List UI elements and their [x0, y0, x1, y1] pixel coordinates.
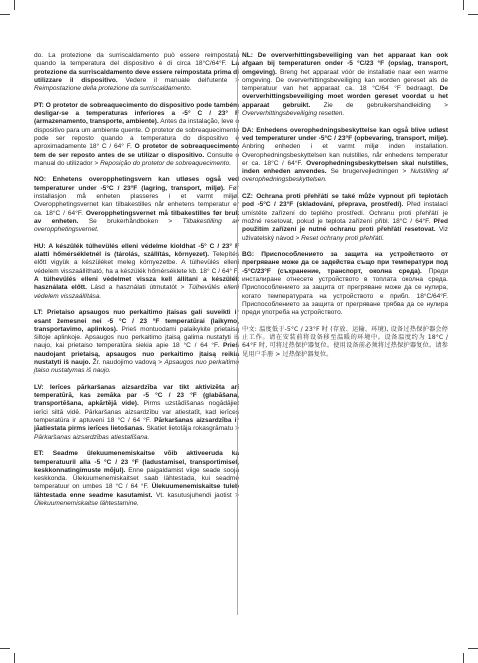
text-run: CZ: Ochrana proti přehřátí se také může vypnout při teplotách pod -5°C / 23°F (skladování, přeprava, prostředí).	[242, 193, 448, 209]
section-lv	[34, 384, 239, 442]
text-run: PT: O protetor de sobreaquecimento do dispositivo pode também desligar-se a temperaturas inferiores a -5° C / 23° F (armazenamento, transporte, ambiente).	[34, 101, 239, 126]
paragraph-cz	[242, 193, 448, 243]
paragraph-lt	[34, 309, 239, 375]
text-run: LT: Prietaiso apsaugos nuo perkaitimo įtaisas gali suveikti ir esant žemesnei nei -5 °C / 23 °F temperatūrai (laikymo, transportavimo, aplinkos).	[34, 309, 239, 333]
text-run: LV: Ierīces pārkaršanas aizsardzība var tikt aktivizēta arī temperatūrā, kas zemāka par -5 °C / 23 °F (glabāšana, transportēšana, apkārtējā vide).	[34, 383, 239, 408]
text-run: Overopphetingsvernet må tilbakestilles før bruk av enheten.	[34, 209, 239, 225]
paragraph-zh	[242, 326, 448, 359]
text-run: Reimpostazione della protezione da surriscaldamento.	[34, 85, 192, 93]
text-run: Ülekuumenemiskaitse lähtestamine.	[34, 500, 139, 508]
text-run: Anbring enheden i et varmt miljø inden installation. Overophedningsbeskyttelsen kan nulstilles, når enhedens temperatur er ca. 18°C / 64°F.	[242, 143, 448, 167]
text-run: Pārkaršanas aizsardzības atiestatīšana.	[34, 433, 150, 441]
text-run: Nulstilling af overophedningsbeskyttelsen.	[242, 168, 448, 184]
paragraph-no	[34, 176, 239, 234]
text-run: Před instalací umístěte zařízení do teplého prostředí. Ochranu proti přehřátí je možné resetovat, pokud je teplota zařízení přibl. 18°C / 64°F.	[242, 201, 448, 225]
crop-mark-bottom-right-h	[468, 648, 478, 649]
text-run: Enne paigaldamist viige seade sooja keskkonda. Ülekuumenemiskaitset saab lähtestada, kui seadme temperatuur on umbes 18 °C / 64 °F.	[34, 466, 239, 491]
section-lt	[34, 309, 239, 375]
section-zh	[242, 326, 448, 359]
section-nl	[242, 52, 448, 118]
text-run: Reset ochrany proti přehřátí.	[301, 234, 385, 242]
text-run: A túlhevülés elleni védelmet vissza kell állítani a készülék használata előtt.	[34, 276, 239, 292]
text-run: Prieš montuodami palaikykite prietaisą šiltoje aplinkoje. Apsaugos nuo perkaitimo įtaisą galima nustatyti iš naujo, kai prietaiso temperatūra siekia apie 18 °C / 64 °F.	[34, 325, 239, 350]
crop-mark-top-left-h	[0, 14, 10, 15]
section-it	[34, 52, 239, 93]
section-pt	[34, 102, 239, 168]
text-run: BG: Приспособлението за защита на устройството от прегряване може да се задейства също при температури под -5°C/23°F (съхранение, транспорт, околна среда).	[242, 251, 448, 275]
text-run: do. La protezione da surriscaldamento può essere reimpostata quando la temperatura del dispositivo è di circa 18°C/64°F.	[34, 52, 239, 68]
paragraph-et	[34, 450, 239, 508]
text-run: Breng het apparaat vóór de installatie naar een warme omgeving. De oververhittingsbeveiliging kan worden gereset als de temperatuur van het apparaat ca. 18 °C/64 °F bedraagt.	[242, 68, 448, 93]
text-run: Vedere il manuale dell'utente >	[117, 76, 239, 84]
paragraph-da	[242, 127, 448, 185]
text-run: DA: Enhedens overophedningsbeskyttelse kan også blive udløst ved temperaturer under -5°C / 23°F (opbevaring, transport, miljø).	[242, 126, 448, 142]
section-bg	[242, 251, 448, 317]
crop-mark-top-right-v	[463, 0, 464, 10]
text-run: Consulte o manual do utilizador >	[34, 151, 239, 167]
text-run: NO: Enhetens overopphetingsvern kan utløses også ved temperaturer under -5°C / 23°F (lagring, transport, miljø).	[34, 176, 239, 192]
text-run: Lásd a használati útmutatót >	[86, 284, 189, 292]
text-run: NL: De oververhittingsbeveiliging van het apparaat kan ook afgaan bij temperaturen onder -5 °C/23 °F (opslag, transport, omgeving).	[242, 52, 448, 76]
text-run: 中文: 温度低于-5°C / 23°F 时 (存放、运输、环境), 设备过热保护器会停止工作。请在安装前将设备移至温暖的环境中。设备温度约为 18°C / 64°F 时, 可将过热保护器复位。使用设备前必须将过热保护器复位。请参见用户手册 > 过热保护器复位。	[242, 325, 448, 358]
text-run: Pirms uzstādīšanas nogādājiet ierīci siltā vidē. Pārkaršanas aizsardzību var atiestatīt, kad ierīces temperatūra ir aptuveni 18 °C / 64 °F.	[34, 400, 240, 425]
text-run: Před použitím zařízení je nutné ochranu proti přehřátí resetovat.	[242, 217, 448, 234]
crop-mark-bottom-right-v	[463, 653, 464, 663]
text-run: Ülekuumenemiskaitse tuleb lähtestada enne seadme kasutamist.	[34, 483, 239, 499]
paragraph-it	[34, 52, 239, 93]
text-run: Antes da instalação, leve o dispositivo para um ambiente quente. O protetor de sobreaquecimento pode ser reposto quando a temperatura do dispositivo é aproximadamente 18° C / 64° F.	[34, 118, 239, 151]
text-run: Skatiet lietotāja rokasgrāmatu >	[144, 425, 239, 433]
text-run: Se brugervejledningen >	[326, 168, 411, 176]
text-run: Se brukerhåndboken >	[78, 217, 183, 225]
text-run: Преди инсталиране отнесете устройството в топлата околна среда. Приспособлението за защита от прегряване може да се нулира, когато температурата на устройството е прибл. 18°C/64°F. Приспособлението за защита от прегряване трябва да се нулира преди употреба на устройството.	[242, 267, 449, 317]
crop-mark-bottom-left-h	[0, 648, 10, 649]
text-run: La protezione da surriscaldamento deve essere reimpostata prima di utilizzare il dispositivo.	[34, 60, 239, 84]
paragraph-hu	[34, 243, 239, 301]
text-run: Reposição do protetor de sobreaquecimento.	[100, 159, 232, 167]
right-text-column	[242, 52, 448, 367]
text-run: Før installasjon må enheten plasseres i et varmt miljø. Overopphetingsvernet kan tilbakestilles når enhetens temperatur er ca. 18°C / 64°F.	[34, 184, 239, 217]
text-run: Vt. kasutusjuhendi jaotist >	[152, 491, 239, 499]
text-run: Oververhittingsbeveiliging resetten.	[242, 110, 345, 118]
text-run: Telepítés előtt vigyük a készüléket meleg környezetbe. A túlhevülés elleni védelem visszaállítható, ha a készülék hőmérséklete kb. 18° C / 64° F.	[34, 251, 239, 275]
text-run: ET: Seadme ülekuumenemiskaitse võib aktiveeruda ka temperatuuril alla -5 °C / 23 °F (ladustamisel, transportimisel, keskkonnatingimuste mõjul).	[34, 450, 239, 474]
text-run: Tilbakestilling av overopphetingsvernet.	[34, 217, 239, 234]
crop-mark-top-right-h	[468, 14, 478, 15]
text-run: HU: A készülék túlhevülés elleni védelme kioldhat -5° C / 23° F alatti hőmérsékletnél is (tárolás, szállítás, környezet).	[34, 242, 239, 259]
text-run: De oververhittingsbeveiliging moet worden gereset voordat u het apparaat gebruikt.	[242, 85, 448, 109]
text-run: Túlhevülés elleni védelem visszaállítása.	[34, 284, 239, 300]
left-text-column	[34, 52, 239, 517]
section-da	[242, 127, 448, 185]
section-hu	[34, 243, 239, 301]
text-run: Apsaugos nuo perkaitimo įtaiso nustatymas iš naujo.	[34, 358, 240, 375]
text-run: O protetor de sobreaquecimento tem de ser reposto antes de se utilizar o dispositivo.	[34, 143, 239, 159]
crop-mark-top-left-v	[14, 0, 15, 10]
text-run: Prieš naudojant prietaisą, apsaugos nuo perkaitimo įtaisą reikia nustatyti iš naujo.	[34, 342, 239, 366]
text-run: Viz uživatelský návod >	[242, 226, 448, 242]
section-cz	[242, 193, 448, 243]
paragraph-nl	[242, 52, 448, 118]
column-divider	[237, 50, 238, 615]
text-run: Overophedningsbeskyttelsen skal nulstilles, inden enheden anvendes.	[242, 159, 448, 176]
paragraph-bg	[242, 251, 448, 317]
text-run: Zie de gebruikershandleiding >	[310, 101, 448, 109]
text-run: Pārkaršanas aizsardzība ir jāatiestata pirms ierīces lietošanas.	[34, 417, 240, 433]
paragraph-pt	[34, 102, 239, 168]
paragraph-lv	[34, 384, 239, 442]
text-run: Žr. naudojimo vadovą >	[90, 358, 165, 366]
section-no	[34, 176, 239, 234]
section-et	[34, 450, 239, 508]
crop-mark-bottom-left-v	[14, 653, 15, 663]
